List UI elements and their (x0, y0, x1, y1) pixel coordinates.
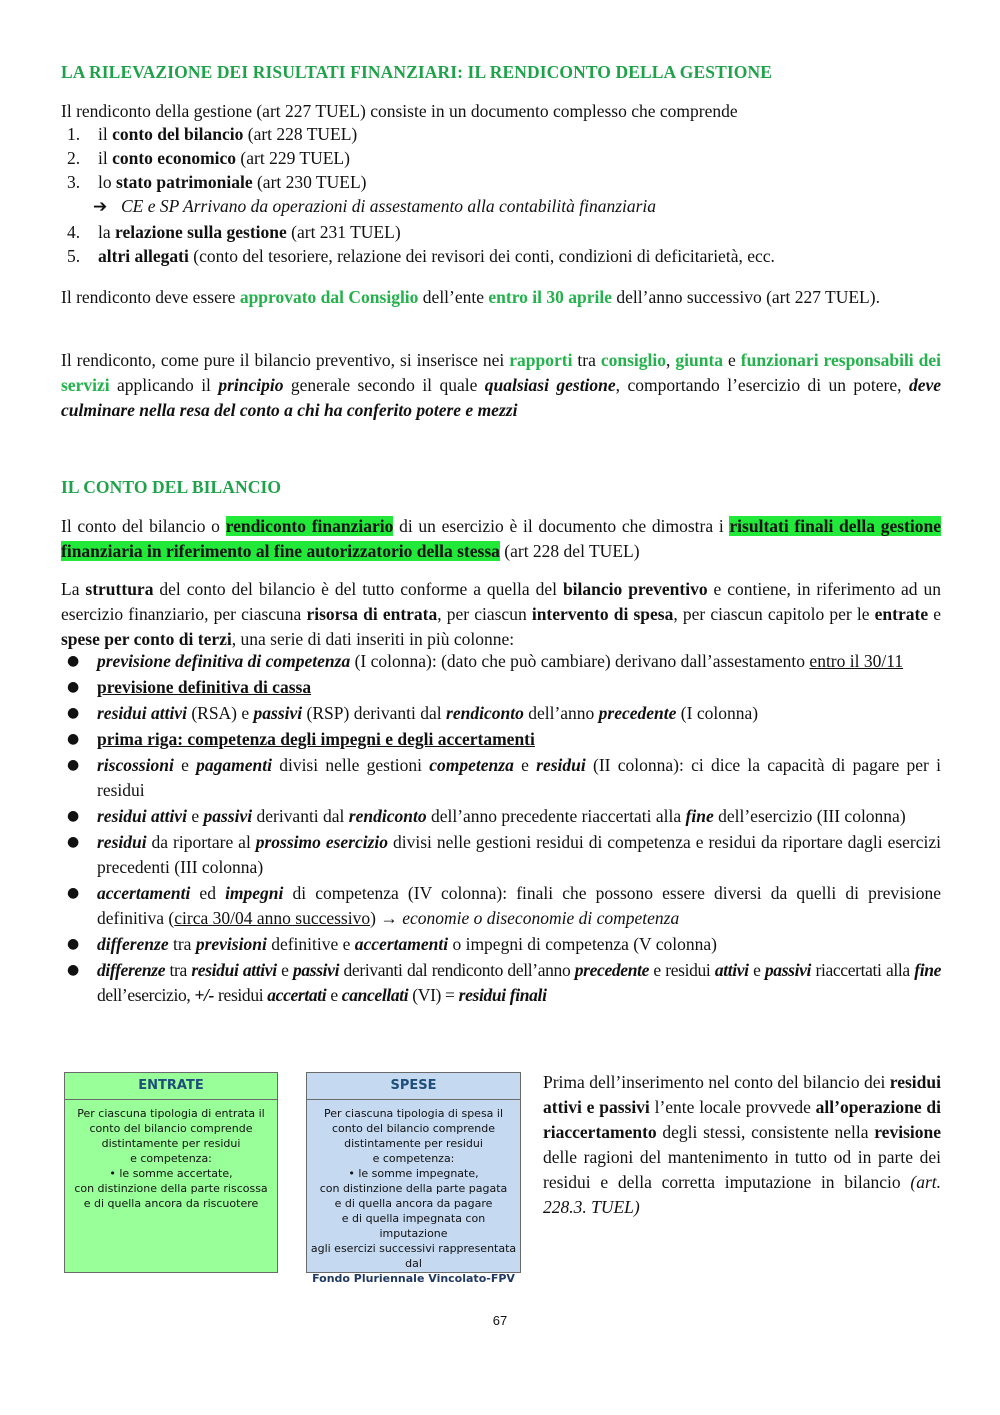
entrate-box (64, 1072, 278, 1273)
spese-box (306, 1072, 521, 1285)
page-number: 67 (492, 1313, 508, 1328)
riaccertamento-paragraph: Prima dell’inserimento nel conto del bilancio dei residui attivi e passivi l’ente locale provvede all’operazione di riaccertamento degli stessi, consistente nella revisione delle ragioni del mantenimento in tutto od in parte dei residui e della corretta imputazione in bilancio (art. 228.3. TUEL) (543, 1072, 941, 1217)
list-text: la relazione sulla gestione (art 231 TUEL) (98, 222, 401, 242)
definition-paragraph: Il conto del bilancio o rendiconto finanziario di un esercizio è il documento che dimostra i risultati finali della gestione finanziaria in riferimento al fine autorizzatorio della stessa (art 228 del TUEL) (61, 516, 941, 561)
fpv-label: Fondo Pluriennale Vincolato-FPV (312, 1272, 515, 1285)
list-item (61, 170, 941, 194)
list-item: ● residui attivi (RSA) e passivi (RSP) derivanti dal rendiconto dell’anno precedente (I colonna) (67, 703, 759, 723)
list-text: lo stato patrimoniale (art 230 TUEL) (98, 172, 367, 192)
list-text: altri allegati (conto del tesoriere, relazione dei revisori dei conti, condizioni di deficitarietà, ecc. (98, 246, 775, 266)
list-number: 2. (67, 148, 81, 168)
columns-bullet-list (61, 649, 941, 1009)
list-item (61, 122, 941, 146)
list-item: ● differenze tra previsioni definitive e accertamenti o impegni di competenza (V colonna) (67, 934, 717, 954)
list-item (61, 146, 941, 170)
relations-paragraph: Il rendiconto, come pure il bilancio preventivo, si inserisce nei rapporti tra consiglio, giunta e funzionari responsabili dei servizi applicando il principio generale secondo il quale qualsiasi gestione, comportando l’esercizio di un potere, deve culminare nella resa del conto a chi ha conferito potere e mezzi (61, 350, 942, 420)
list-number: 5. (67, 246, 81, 266)
list-item: ● riscossioni e pagamenti divisi nelle gestioni competenza e residui (II colonna): ci dice la capacità di pagare per i residui (67, 755, 941, 800)
entrate-title: ENTRATE (65, 1073, 277, 1100)
list-number: 1. (67, 124, 81, 144)
arrow-note (61, 194, 941, 220)
list-item: ● differenze tra residui attivi e passivi derivanti dal rendiconto dell’anno precedente e residui attivi e passivi riaccertati alla fine dell’esercizio, +/- residui accertati e cancellati (VI) = residui finali (67, 960, 942, 1005)
list-item: ● accertamenti ed impegni di competenza (IV colonna): finali che possono essere diversi da quelli di previsione definitiva (circa 30/04 anno successivo) → economie o diseconomie di competenza (67, 883, 941, 928)
right-arrow-icon: → (380, 908, 398, 928)
arrow-note-text: CE e SP Arrivano da operazioni di assestamento alla contabilità finanziaria (121, 196, 657, 216)
list-item: ● residui attivi e passivi derivanti dal rendiconto dell’anno precedente riaccertati alla fine dell’esercizio (III colonna) (67, 806, 906, 826)
list-item: ● previsione definitiva di competenza (I colonna): (dato che può cambiare) derivano dall’assestamento entro il 30/11 (67, 651, 904, 671)
list-text: il conto economico (art 229 TUEL) (98, 148, 350, 168)
list-number: 3. (67, 172, 81, 192)
list-item: ● residui da riportare al prossimo esercizio divisi nelle gestioni residui di competenza e residui da riportare dagli esercizi precedenti (III colonna) (67, 832, 942, 877)
list-item (61, 220, 941, 244)
section-heading-conto-bilancio: IL CONTO DEL BILANCIO (61, 477, 282, 497)
structure-paragraph: La struttura del conto del bilancio è del tutto conforme a quella del bilancio preventivo e contiene, in riferimento ad un esercizio finanziario, per ciascuna risorsa di entrata, per ciascun intervento di spesa, per ciascun capitolo per le entrate e spese per conto di terzi, una serie di dati inseriti in più colonne: (61, 579, 942, 649)
approval-paragraph: Il rendiconto deve essere approvato dal Consiglio dell’ente entro il 30 aprile dell’anno successivo (art 227 TUEL). (61, 287, 880, 307)
numbered-list (61, 122, 941, 268)
section-heading-rendiconto: LA RILEVAZIONE DEI RISULTATI FINANZIARI: IL RENDICONTO DELLA GESTIONE (61, 62, 772, 82)
spese-body: Per ciascuna tipologia di spesa il conto del bilancio comprende distintamente per residui e competenza: • le somme impegnate, con distinzione della parte pagata e di quella ancora da pagare e di quella impegnata con imputazione agli esercizi successivi rappresentata dal Fondo Pluriennale Vincolato-FPV (310, 1107, 517, 1285)
list-item (61, 244, 941, 268)
entrate-body: Per ciascuna tipologia di entrata il conto del bilancio comprende distintamente per residui e competenza: • le somme accertate, con distinzione della parte riscossa e di quella ancora da riscuotere (74, 1107, 268, 1210)
list-item: ● prima riga: competenza degli impegni e degli accertamenti (67, 729, 535, 749)
list-item: ● previsione definitiva di cassa (67, 677, 312, 697)
list-number: 4. (67, 222, 81, 242)
intro-paragraph: Il rendiconto della gestione (art 227 TUEL) consiste in un documento complesso che comprende (61, 101, 738, 121)
spese-title: SPESE (307, 1073, 520, 1100)
right-arrow-icon: ➔ (93, 197, 108, 217)
list-text: il conto del bilancio (art 228 TUEL) (98, 124, 358, 144)
